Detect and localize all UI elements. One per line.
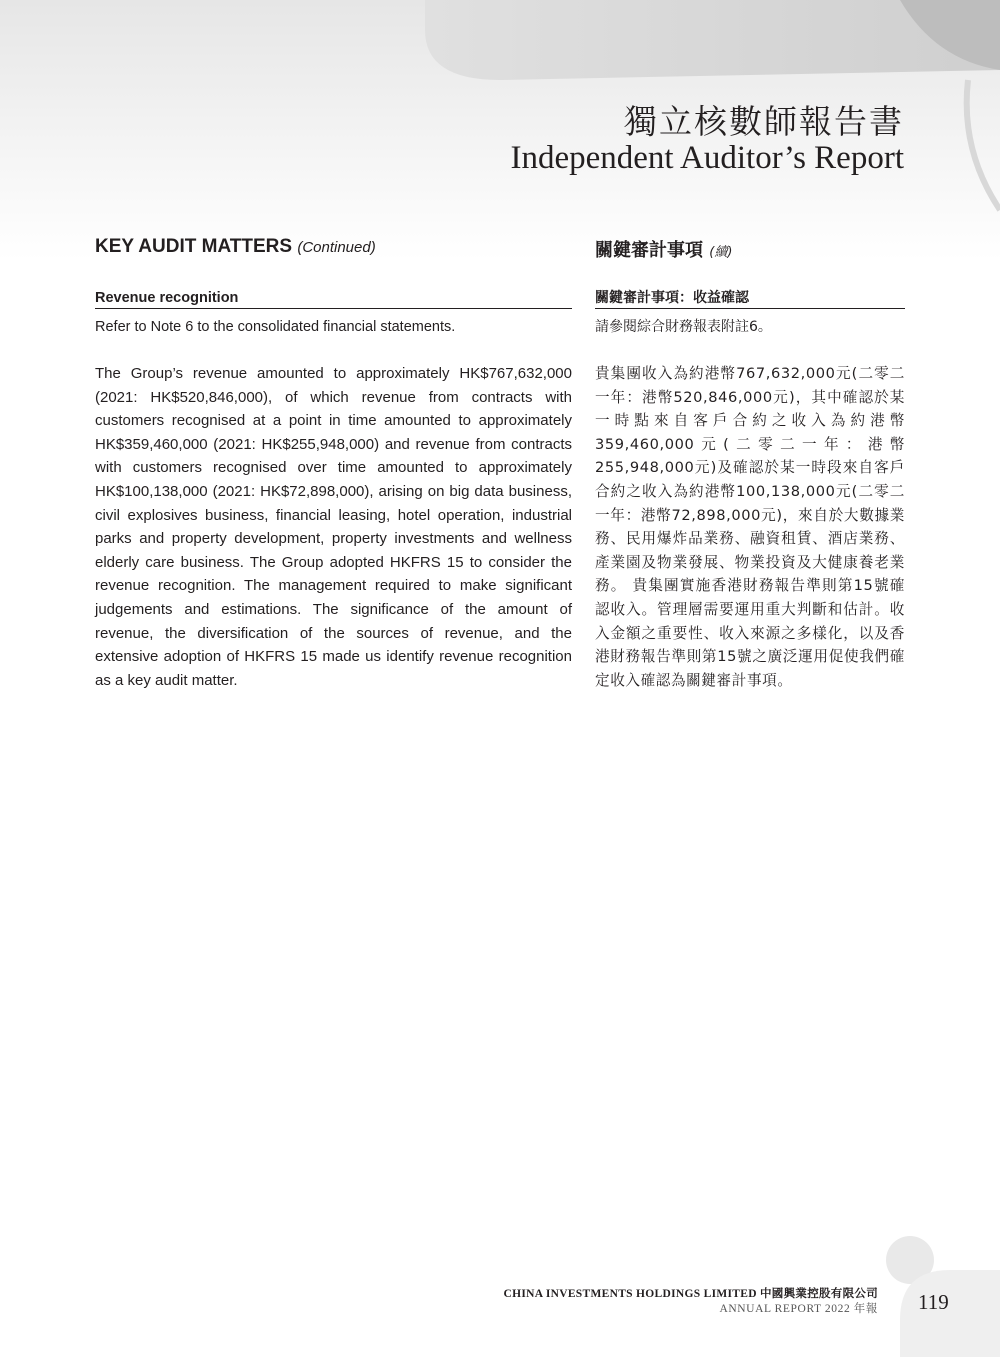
- section-title-text-zh: 關鍵審計事項: [595, 240, 703, 261]
- note-reference-chinese: 請參閱綜合財務報表附註6。: [595, 319, 772, 335]
- footer-annual-report: ANNUAL REPORT 2022 年報: [719, 1303, 878, 1315]
- matter-description-english: The Group’s revenue amounted to approximately HK$767,632,000 (2021: HK$520,846,000), of which revenue from contracts with customers recognised at a point in time amounted to approximately HK$359,460,000 (2021: HK$255,948,000) and revenue from contracts with customers recognised over time amounted to approximately HK$100,138,000 (2021: HK$72,898,000), arising on big data business, civil explosives business, financial leasing, hotel operation, industrial parks and property development, property investments and wellness elderly care business. The Group adopted HKFRS 15 to consider the revenue recognition. The management required to make significant judgements and estimations. The significance of the amount of revenue, the diversification of the sources of revenue, and the extensive adoption of HKFRS 15 made us identify revenue recognition as a key audit matter.: [95, 365, 572, 689]
- report-title-chinese: 獨立核數師報告書: [624, 102, 904, 141]
- page-number: 119: [918, 1290, 949, 1314]
- footer-company-name: CHINA INVESTMENTS HOLDINGS LIMITED 中國興業控股有限公司: [503, 1288, 878, 1300]
- matter-heading-english: Revenue recognition: [95, 288, 572, 309]
- matter-heading-chinese: 關鍵審計事項：收益確認: [595, 288, 905, 309]
- report-title-english: Independent Auditor’s Report: [510, 140, 904, 176]
- section-title-english: [95, 236, 376, 258]
- continued-label: (Continued): [297, 239, 376, 256]
- matter-description-chinese: 貴集團收入為約港幣767,632,000元(二零二一年：港幣520,846,000元)，其中確認於某一時點來自客戶合約之收入為約港幣359,460,000元(二零二一年：港幣255,948,000元)及確認於某一時段來自客戶合約之收入為約港幣100,138,000元(二零二一年：港幣72,898,000元)，來自於大數據業務、民用爆炸品業務、融資租賃、酒店業務、產業園及物業發展、物業投資及大健康養老業務。 貴集團實施香港財務報告準則第15號確認收入。管理層需要運用重大判斷和估計。收入金額之重要性、收入來源之多樣化，以及香港財務報告準則第15號之廣泛運用促使我們確定收入確認為關鍵審計事項。: [595, 365, 905, 689]
- continued-label-zh: (續): [709, 245, 733, 260]
- note-reference-english: Refer to Note 6 to the consolidated financial statements.: [95, 319, 456, 335]
- section-title-chinese: [595, 236, 732, 262]
- section-title-text: KEY AUDIT MATTERS: [95, 236, 293, 257]
